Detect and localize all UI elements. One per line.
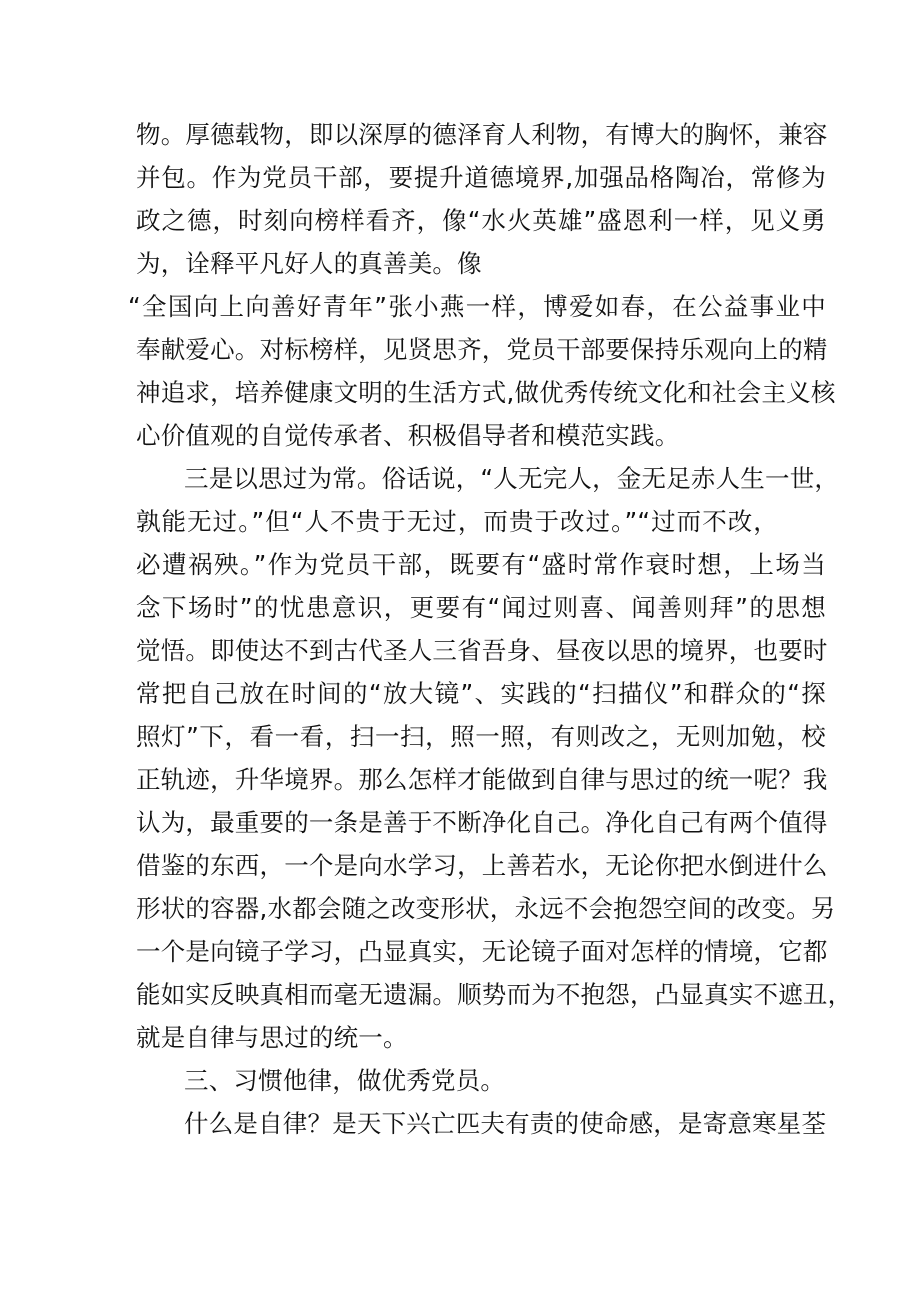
text-line: 必遭祸殃。”作为党员干部，既要有“盛时常作衰时想，上场当 (136, 550, 826, 579)
text-line: 为，诠释平凡好人的真善美。像 (136, 249, 482, 278)
text-line: 认为，最重要的一条是善于不断净化自己。净化自己有两个值得 (136, 808, 828, 837)
text-line: 物。厚德载物，即以深厚的德泽育人利物，有博大的胸怀，兼容 (136, 120, 828, 149)
text-line: 形状的容器,水都会随之改变形状，永远不会抱怨空间的改变。另 (136, 894, 836, 923)
text-line: 心价值观的自觉传承者、积极倡导者和模范实践。 (136, 421, 680, 450)
text-line: 政之德，时刻向榜样看齐，像“水火英雄”盛恩利一样，见义勇 (136, 206, 826, 235)
text-line: 借鉴的东西，一个是向水学习，上善若水，无论你把水倒进什么 (136, 851, 828, 880)
text-line: 孰能无过。”但“人不贵于无过，而贵于改过。”“过而不改， (136, 507, 778, 536)
text-line: 一个是向镜子学习，凸显真实，无论镜子面对怎样的情境，它都 (136, 937, 828, 966)
text-line: 正轨迹，升华境界。那么怎样才能做到自律与思过的统一呢？我 (136, 765, 828, 794)
text-line: 念下场时”的忧患意识，更要有“闻过则喜、闻善则拜”的思想 (136, 593, 826, 622)
text-line: 能如实反映真相而毫无遗漏。顺势而为不抱怨，凸显真实不遮丑， (136, 980, 853, 1009)
paragraph-first-line: 三是以思过为常。俗话说，“人无完人，金无足赤人生一世， (184, 464, 840, 493)
text-line: 奉献爱心。对标榜样，见贤思齐，党员干部要保持乐观向上的精 (136, 335, 828, 364)
text-line: 觉悟。即使达不到古代圣人三省吾身、昼夜以思的境界，也要时 (136, 636, 828, 665)
text-line: 神追求，培养健康文明的生活方式,做优秀传统文化和社会主义核 (136, 378, 836, 407)
text-line: 常把自己放在时间的“放大镜”、实践的“扫描仪”和群众的“探 (136, 679, 826, 708)
section-heading: 三、习惯他律，做优秀党员。 (184, 1066, 506, 1095)
text-line: 照灯”下，看一看，扫一扫，照一照，有则改之，无则加勉，校 (136, 722, 826, 751)
paragraph-first-line: 什么是自律？是天下兴亡匹夫有责的使命感，是寄意寒星荃 (184, 1109, 827, 1138)
text-line: 并包。作为党员干部，要提升道德境界,加强品格陶冶，常修为 (136, 163, 826, 192)
text-line: 就是自律与思过的统一。 (136, 1023, 408, 1052)
text-line: “全国向上向善好青年”张小燕一样，博爱如春，在公益事业中 (128, 292, 826, 321)
